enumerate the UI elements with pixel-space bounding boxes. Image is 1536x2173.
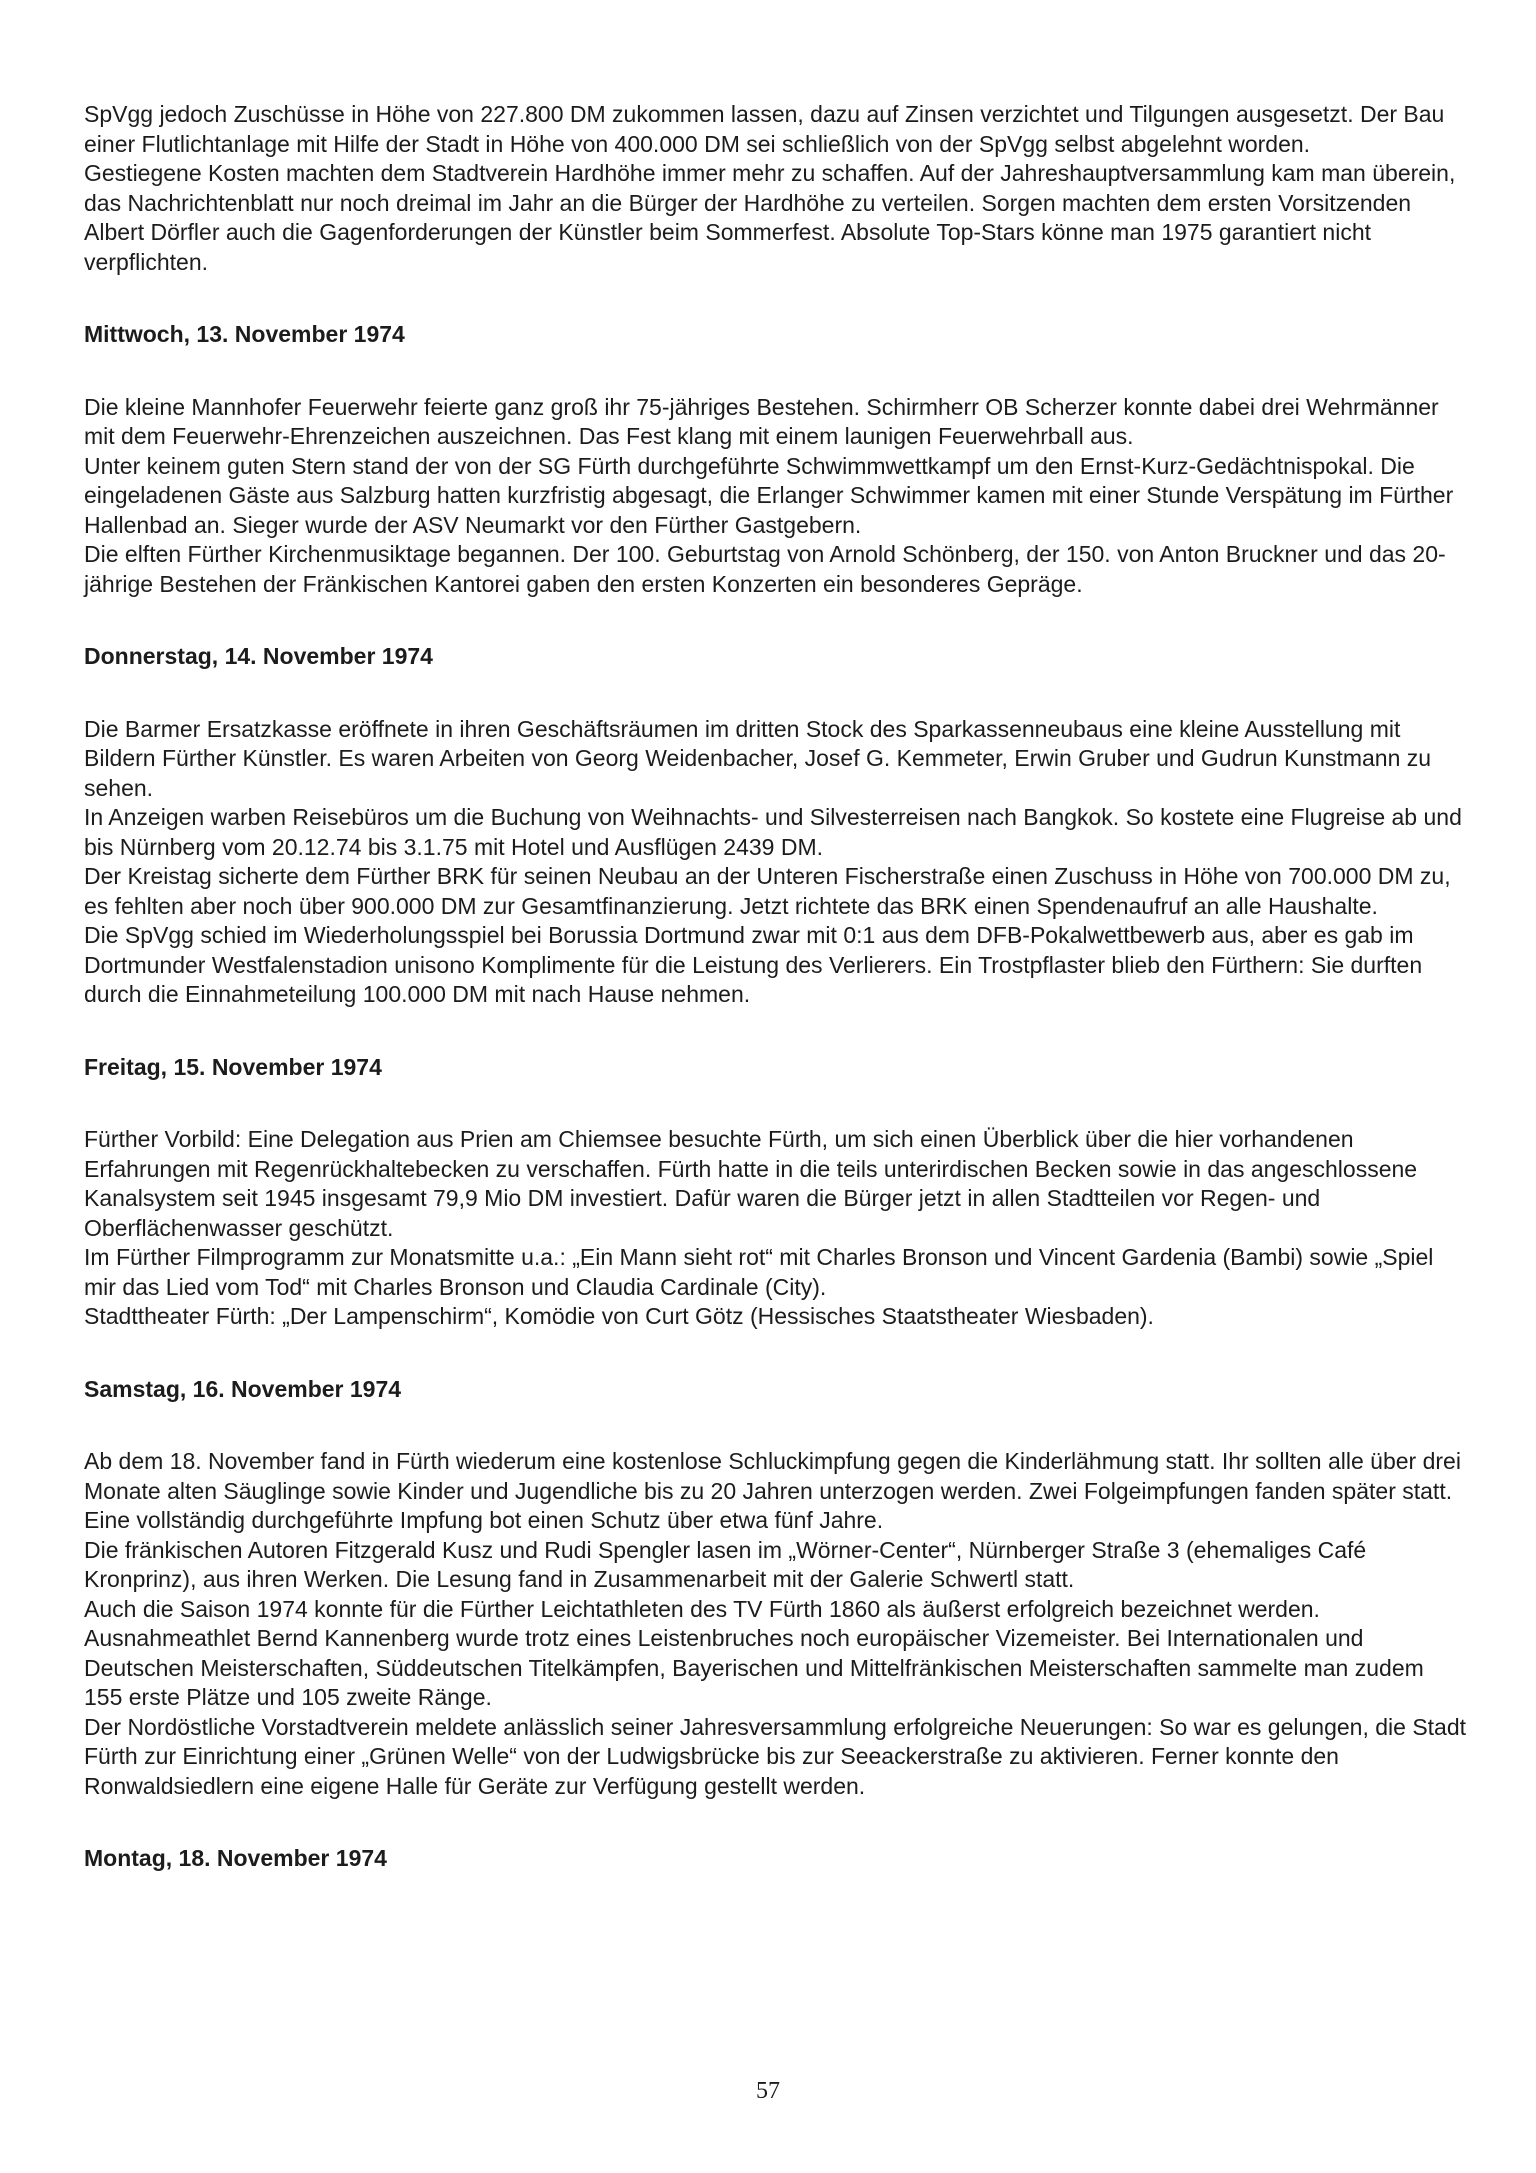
paragraph: Die Barmer Ersatzkasse eröffnete in ihren Geschäftsräumen im dritten Stock des Sparkassenneubaus eine kleine Ausstellung mit Bildern Fürther Künstler. Es waren Arbeiten von Georg Weidenbacher, Josef G. Kemmeter, Erwin Gruber und Gudrun Kunstmann zu sehen. xyxy=(84,715,1432,801)
date-heading: Freitag, 15. November 1974 xyxy=(84,1053,382,1080)
paragraph: Die elften Fürther Kirchenmusiktage begannen. Der 100. Geburtstag von Arnold Schönberg, der 150. von Anton Bruckner und das 20-jährige Bestehen der Fränkischen Kantorei gaben den ersten Konzerten ein besonderes Gepräge. xyxy=(84,541,1446,597)
paragraph: Auch die Saison 1974 konnte für die Fürther Leichtathleten des TV Fürth 1860 als äußerst erfolgreich bezeichnet werden. Ausnahmeathlet Bernd Kannenberg wurde trotz eines Leistenbruches noch europäischer Vizemeister. Bei Internationalen und Deutschen Meisterschaften, Süddeutschen Titelkämpfen, Bayerischen und Mittelfränkischen Meisterschaften sammelte man zudem 155 erste Plätze und 105 zweite Ränge. xyxy=(84,1595,1424,1710)
paragraph: Gestiegene Kosten machten dem Stadtverein Hardhöhe immer mehr zu schaffen. Auf der Jahreshauptversammlung kam man überein, das Nachrichtenblatt nur noch dreimal im Jahr an die Bürger der Hardhöhe zu verteilen. Sorgen machten dem ersten Vorsitzenden Albert Dörfler auch die Gagenforderungen der Künstler beim Sommerfest. Absolute Top-Stars könne man 1975 garantiert nicht verpflichten. xyxy=(84,160,1456,275)
paragraph: Die SpVgg schied im Wiederholungsspiel bei Borussia Dortmund zwar mit 0:1 aus dem DFB-Pokalwettbewerb aus, aber es gab im Dortmunder Westfalenstadion unisono Komplimente für die Leistung des Verlierers. Ein Trostpflaster blieb den Fürthern: Sie durften durch die Einnahmeteilung 100.000 DM mit nach Hause nehmen. xyxy=(84,922,1423,1007)
paragraph: Ab dem 18. November fand in Fürth wiederum eine kostenlose Schluckimpfung gegen die Kinderlähmung statt. Ihr sollten alle über drei Monate alten Säuglinge sowie Kinder und Jugendliche bis zu 20 Jahren unterzogen werden. Zwei Folgeimpfungen fanden später statt. Eine vollständig durchgeführte Impfung bot einen Schutz über etwa fünf Jahre. xyxy=(84,1448,1461,1533)
paragraph: Unter keinem guten Stern stand der von der SG Fürth durchgeführte Schwimmwettkampf um den Ernst-Kurz-Gedächtnispokal. Die eingeladenen Gäste aus Salzburg hatten kurzfristig abgesagt, die Erlanger Schwimmer kamen mit einer Stunde Verspätung im Fürther Hallenbad an. Sieger wurde der ASV Neumarkt vor den Fürther Gastgebern. xyxy=(84,452,1454,538)
date-heading: Samstag, 16. November 1974 xyxy=(84,1375,402,1402)
paragraph: Fürther Vorbild: Eine Delegation aus Prien am Chiemsee besuchte Fürth, um sich einen Überblick über die hier vorhandenen Erfahrungen mit Regenrückhaltebecken zu verschaffen. Fürth hatte in die teils unterirdischen Becken sowie in das angeschlossene Kanalsystem seit 1945 insgesamt 79,9 Mio DM investiert. Dafür waren die Bürger jetzt in allen Stadtteilen vor Regen- und Oberflächenwasser geschützt. xyxy=(84,1126,1418,1241)
paragraph: Die kleine Mannhofer Feuerwehr feierte ganz groß ihr 75-jähriges Bestehen. Schirmherr OB Scherzer konnte dabei drei Wehrmänner mit dem Feuerwehr-Ehrenzeichen auszeichnen. Das Fest klang mit einem launigen Feuerwehrball aus. xyxy=(84,393,1439,449)
document-content xyxy=(84,100,1468,1917)
paragraph: Der Nordöstliche Vorstadtverein meldete anlässlich seiner Jahresversammlung erfolgreiche Neuerungen: So war es gelungen, die Stadt Fürth zur Einrichtung einer „Grünen Welle“ von der Ludwigsbrücke bis zur Seeackerstraße zu aktivieren. Ferner konnte den Ronwaldsiedlern eine eigene Halle für Geräte zur Verfügung gestellt werden. xyxy=(84,1713,1467,1799)
date-heading: Montag, 18. November 1974 xyxy=(84,1845,387,1871)
page-number: 57 xyxy=(756,2078,780,2104)
date-heading: Donnerstag, 14. November 1974 xyxy=(84,643,433,669)
date-heading: Mittwoch, 13. November 1974 xyxy=(84,321,405,347)
paragraph: SpVgg jedoch Zuschüsse in Höhe von 227.800 DM zukommen lassen, dazu auf Zinsen verzichtet und Tilgungen ausgesetzt. Der Bau einer Flutlichtanlage mit Hilfe der Stadt in Höhe von 400.000 DM sei schließlich von der SpVgg selbst abgelehnt worden. xyxy=(84,101,1445,157)
paragraph: Stadttheater Fürth: „Der Lampenschirm“, Komödie von Curt Götz (Hessisches Staatstheater Wiesbaden). xyxy=(84,1303,1154,1329)
paragraph: Die fränkischen Autoren Fitzgerald Kusz und Rudi Spengler lasen im „Wörner-Center“, Nürnberger Straße 3 (ehemaliges Café Kronprinz), aus ihren Werken. Die Lesung fand in Zusammenarbeit mit der Galerie Schwertl statt. xyxy=(84,1536,1367,1592)
paragraph: Der Kreistag sicherte dem Fürther BRK für seinen Neubau an der Unteren Fischerstraße einen Zuschuss in Höhe von 700.000 DM zu, es fehlten aber noch über 900.000 DM zur Gesamtfinanzierung. Jetzt richtete das BRK einen Spendenaufruf an alle Haushalte. xyxy=(84,863,1451,919)
paragraph: Im Fürther Filmprogramm zur Monatsmitte u.a.: „Ein Mann sieht rot“ mit Charles Bronson und Vincent Gardenia (Bambi) sowie „Spiel mir das Lied vom Tod“ mit Charles Bronson und Claudia Cardinale (City). xyxy=(84,1244,1434,1300)
paragraph: In Anzeigen warben Reisebüros um die Buchung von Weihnachts- und Silvesterreisen nach Bangkok. So kostete eine Flugreise ab und bis Nürnberg vom 20.12.74 bis 3.1.75 mit Hotel und Ausflügen 2439 DM. xyxy=(84,804,1462,860)
